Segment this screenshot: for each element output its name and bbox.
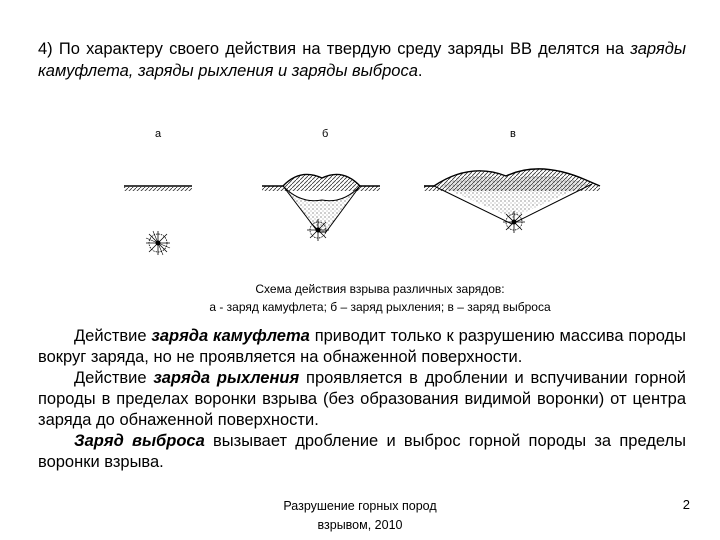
- figure-label-c: в: [510, 128, 516, 140]
- paragraph-ejection: [38, 431, 686, 473]
- paragraph-loosening: [38, 368, 686, 431]
- footer-subtitle: взрывом, 2010: [317, 518, 403, 532]
- p1-term: заряда камуфлета: [151, 327, 310, 345]
- ejection-charge-icon: [503, 211, 525, 233]
- p3-term: Заряд выброса: [74, 432, 205, 450]
- p2-start: Действие: [74, 369, 154, 387]
- p1-start: Действие: [74, 327, 152, 345]
- loosening-scheme: [262, 174, 380, 241]
- figure-label-b: б: [322, 128, 329, 140]
- loosening-charge-icon: [307, 219, 329, 241]
- figure-caption-title: Схема действия взрыва различных зарядов:: [255, 282, 505, 296]
- intro-text: 4) По характеру своего действия на твердую среду заряды ВВ делятся на: [38, 40, 625, 58]
- p3-rest: вызывает дробление и выброс горной породы за пределы воронки взрыва.: [38, 432, 686, 471]
- p2-term: заряда рыхления: [153, 369, 300, 387]
- p1-rest: приводит только к разрушению массива породы вокруг заряда, но не проявляется на обнаженной поверхности.: [38, 327, 686, 366]
- ejection-scheme: [424, 169, 600, 233]
- figure-caption-legend: а - заряд камуфлета; б – заряд рыхления; в – заряд выброса: [209, 300, 551, 314]
- p2-rest: проявляется в дроблении и вспучивании горной породы в пределах воронки взрыва (без образования видимой воронки) от центра заряда до обнаженной поверхности.: [38, 369, 686, 429]
- footer: [240, 497, 480, 535]
- intro-suffix: .: [417, 62, 423, 80]
- camouflet-charge-icon: [146, 231, 170, 255]
- page-number: 2: [682, 497, 690, 512]
- footer-title: Разрушение горных пород: [283, 499, 437, 513]
- paragraph-camouflet: [38, 326, 686, 368]
- intro-italic-text: заряды камуфлета, заряды рыхления и заряды выброса: [38, 40, 686, 80]
- camouflet-scheme: [124, 186, 192, 255]
- figure-label-a: а: [155, 128, 162, 140]
- body-text: [38, 326, 686, 473]
